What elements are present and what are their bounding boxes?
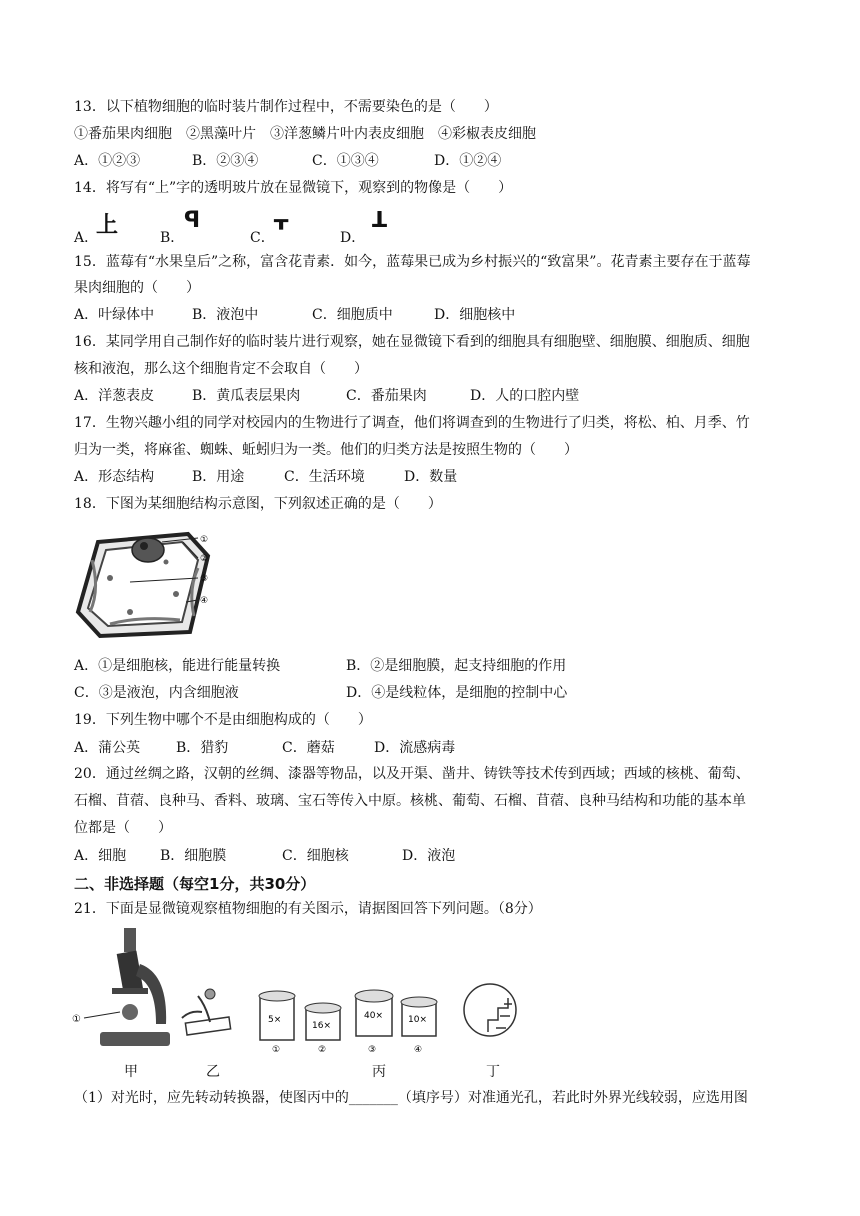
lens-1 bbox=[259, 991, 295, 1055]
q20-option-c: C．细胞核 bbox=[282, 848, 349, 864]
q17-stem-line2: 归为一类，将麻雀、蜘蛛、蚯蚓归为一类。他们的归类方法是按照生物的（ ） bbox=[74, 442, 578, 458]
q16-option-c: C．番茄果肉 bbox=[346, 388, 427, 404]
q16-stem-line2: 核和液泡，那么这个细胞肯定不会取自（ ） bbox=[74, 361, 368, 377]
lens-3 bbox=[355, 990, 393, 1055]
q17-stem-line1: 17．生物兴趣小组的同学对校园内的生物进行了调查，他们将调查到的生物进行了归类，将松、柏、月季、竹 bbox=[74, 415, 750, 431]
q13-option-b: B．②③④ bbox=[192, 153, 259, 169]
q20-stem-line1: 20．通过丝绸之路，汉朝的丝绸、漆器等物品，以及开渠、凿井、铸铁等技术传到西域；西域的核桃、葡萄、 bbox=[74, 766, 750, 782]
q20-stem-line2: 石榴、苜蓿、良种马、香料、玻璃、宝石等传入中原。核桃、葡萄、石榴、苜蓿、良种马结构和功能的基本单 bbox=[74, 793, 746, 809]
cell-label-3: ③ bbox=[200, 574, 209, 584]
q19-option-c: C．蘑菇 bbox=[282, 740, 335, 756]
lens-2 bbox=[305, 1003, 341, 1055]
q15-stem-line2: 果肉细胞的（ ） bbox=[74, 280, 200, 296]
lens-number-1: ① bbox=[272, 1045, 281, 1055]
caption-yi: 乙 bbox=[206, 1064, 220, 1080]
lens-label-10x: 10× bbox=[408, 1015, 427, 1025]
q13-option-d: D．①②④ bbox=[434, 153, 502, 169]
q13-option-a: A．①②③ bbox=[74, 153, 141, 169]
microscope-figures bbox=[70, 924, 530, 1064]
q18-option-b: B．②是细胞膜，起支持细胞的作用 bbox=[346, 658, 567, 674]
q14-glyph-d: ꓕ bbox=[372, 208, 388, 233]
q19-stem: 19．下列生物中哪个不是由细胞构成的（ ） bbox=[74, 712, 372, 728]
q15-stem-line1: 15．蓝莓有“水果皇后”之称，富含花青素．如今，蓝莓果已成为乡村振兴的“致富果”。花青素主要存在于蓝莓 bbox=[74, 254, 751, 270]
microscope-label-1: ① bbox=[72, 1014, 81, 1025]
q19-option-a: A．蒲公英 bbox=[74, 740, 141, 756]
q14-glyph-c: ᚁ bbox=[274, 208, 289, 233]
q21-stem: 21．下面是显微镜观察植物细胞的有关图示，请据图回答下列问题。（8分） bbox=[74, 901, 542, 917]
q17-option-b: B．用途 bbox=[192, 469, 245, 485]
q13-stem: 13．以下植物细胞的临时装片制作过程中，不需要染色的是（ ） bbox=[74, 99, 498, 115]
q18-option-c: C．③是液泡，内含细胞液 bbox=[74, 685, 239, 701]
q14-option-d: D． bbox=[340, 230, 366, 246]
lens-label-16x: 16× bbox=[312, 1021, 331, 1031]
q14-glyph-a: 上 bbox=[96, 213, 119, 238]
q13-option-c: C．①③④ bbox=[312, 153, 379, 169]
caption-ding: 丁 bbox=[486, 1064, 500, 1080]
caption-bing: 丙 bbox=[372, 1064, 386, 1080]
lens-label-5x: 5× bbox=[268, 1015, 282, 1025]
lens-4 bbox=[401, 997, 437, 1055]
lens-number-4: ④ bbox=[414, 1045, 423, 1055]
q16-option-b: B．黄瓜表层果肉 bbox=[192, 388, 301, 404]
plant-cell-diagram bbox=[70, 520, 220, 645]
q21-sub1: （1）对光时，应先转动转换器，使图丙中的_______（填序号）对准通光孔，若此时外界光线较弱，应选用图 bbox=[74, 1090, 748, 1106]
q14-option-c: C． bbox=[250, 230, 275, 246]
cell-label-2: ② bbox=[200, 554, 209, 564]
lens-number-2: ② bbox=[318, 1045, 327, 1055]
q15-option-a: A．叶绿体中 bbox=[74, 307, 155, 323]
q19-option-d: D．流感病毒 bbox=[374, 740, 456, 756]
q16-stem-line1: 16．某同学用自己制作好的临时装片进行观察，她在显微镜下看到的细胞具有细胞壁、细胞膜、细胞质、细胞 bbox=[74, 334, 750, 350]
cell-label-4: ④ bbox=[200, 596, 209, 606]
field-of-view-ding bbox=[464, 984, 516, 1036]
microscope-jia bbox=[72, 928, 170, 1046]
q19-option-b: B．猎豹 bbox=[176, 740, 229, 756]
q18-option-d: D．④是线粒体，是细胞的控制中心 bbox=[346, 685, 568, 701]
slide-prep-yi bbox=[182, 989, 231, 1035]
lens-label-40x: 40× bbox=[364, 1011, 383, 1021]
lens-number-3: ③ bbox=[368, 1045, 377, 1055]
q20-option-d: D．液泡 bbox=[402, 848, 456, 864]
q20-option-b: B．细胞膜 bbox=[160, 848, 227, 864]
q17-option-c: C．生活环境 bbox=[284, 469, 365, 485]
q16-option-d: D．人的口腔内壁 bbox=[470, 388, 580, 404]
q15-option-d: D．细胞核中 bbox=[434, 307, 516, 323]
q14-option-a: A． bbox=[74, 230, 99, 246]
q18-option-a: A．①是细胞核，能进行能量转换 bbox=[74, 658, 281, 674]
q14-option-b: B． bbox=[160, 230, 185, 246]
q15-option-b: B．液泡中 bbox=[192, 307, 259, 323]
q14-glyph-b: ꟼ bbox=[184, 208, 201, 233]
q15-option-c: C．细胞质中 bbox=[312, 307, 393, 323]
q18-stem: 18．下图为某细胞结构示意图，下列叙述正确的是（ ） bbox=[74, 496, 442, 512]
caption-jia: 甲 bbox=[124, 1064, 138, 1080]
cell-label-1: ① bbox=[200, 535, 209, 545]
q20-option-a: A．细胞 bbox=[74, 848, 127, 864]
q17-option-a: A．形态结构 bbox=[74, 469, 155, 485]
q16-option-a: A．洋葱表皮 bbox=[74, 388, 155, 404]
q14-stem: 14．将写有“上”字的透明玻片放在显微镜下，观察到的物像是（ ） bbox=[74, 180, 513, 196]
q17-option-d: D．数量 bbox=[404, 469, 458, 485]
section-2-title: 二、非选择题（每空1分，共30分） bbox=[74, 875, 316, 893]
q20-stem-line3: 位都是（ ） bbox=[74, 820, 172, 836]
q13-items: ①番茄果肉细胞 ②黑藻叶片 ③洋葱鳞片叶内表皮细胞 ④彩椒表皮细胞 bbox=[74, 126, 536, 142]
